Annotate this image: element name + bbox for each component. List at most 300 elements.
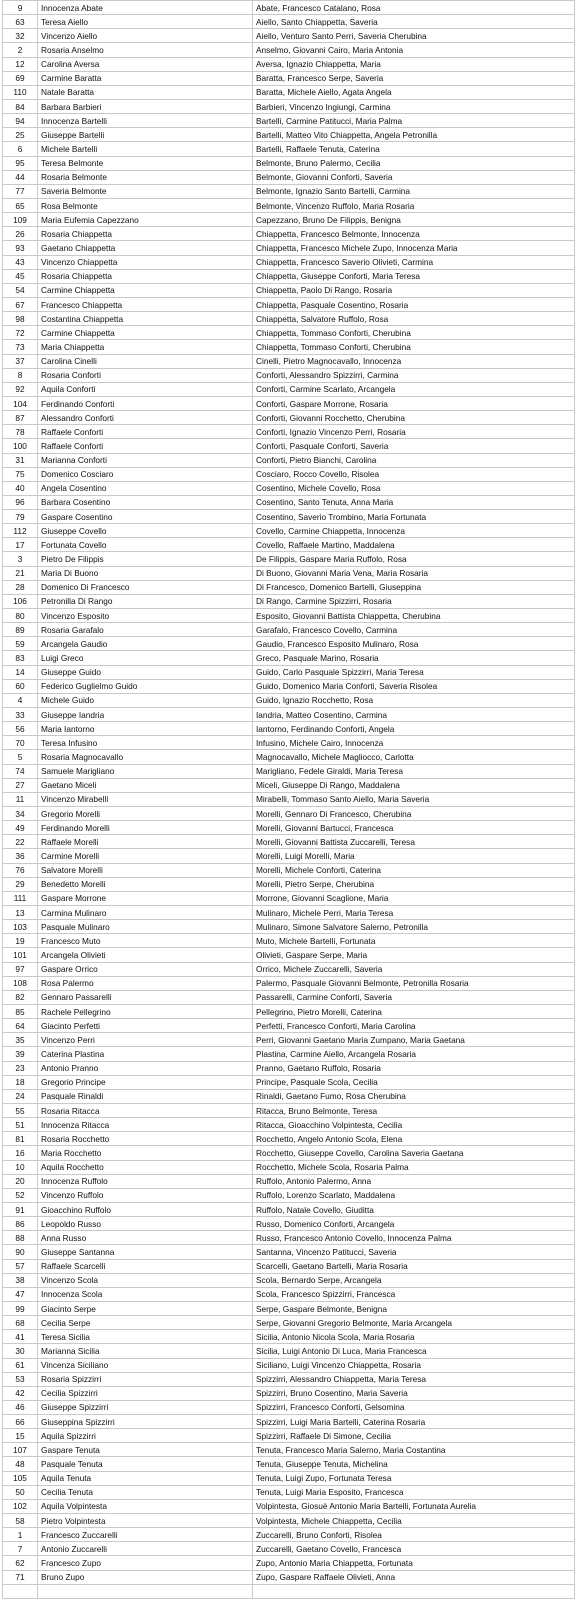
record-number: 44: [3, 170, 38, 184]
parents-cell: Guido, Carlo Pasquale Spizzirri, Maria Teresa: [253, 665, 575, 679]
parents-cell: Gaudio, Francesco Esposito Mulinaro, Rosa: [253, 637, 575, 651]
table-row: [3, 467, 575, 481]
parents-cell: Zuccarelli, Bruno Conforti, Risolea: [253, 1528, 575, 1542]
person-name: Rosaria Chiappetta: [38, 269, 253, 283]
person-name: Antonio Pranno: [38, 1061, 253, 1075]
table-row: [3, 128, 575, 142]
table-row: [3, 184, 575, 198]
table-row: [3, 99, 575, 113]
person-name: Angela Cosentino: [38, 481, 253, 495]
parents-cell: Scola, Bernardo Serpe, Arcangela: [253, 1273, 575, 1287]
records-body: [3, 1, 575, 1599]
record-number: 52: [3, 1188, 38, 1202]
record-number: 84: [3, 99, 38, 113]
table-row: [3, 679, 575, 693]
table-row: [3, 1047, 575, 1061]
record-number: 6: [3, 142, 38, 156]
person-name: Pasquale Tenuta: [38, 1457, 253, 1471]
parents-cell: Rocchetto, Michele Scola, Rosaria Palma: [253, 1160, 575, 1174]
table-row: [3, 934, 575, 948]
table-row: [3, 552, 575, 566]
parents-cell: De Filippis, Gaspare Maria Ruffolo, Rosa: [253, 552, 575, 566]
parents-cell: Rinaldi, Gaetano Fumo, Rosa Cherubina: [253, 1089, 575, 1103]
person-name: Rosaria Spizzirri: [38, 1372, 253, 1386]
record-number: 98: [3, 312, 38, 326]
table-row: [3, 807, 575, 821]
parents-cell: Ritacca, Bruno Belmonte, Teresa: [253, 1103, 575, 1117]
record-number: 22: [3, 835, 38, 849]
parents-cell: Ritacca, Gioacchino Volpintesta, Cecilia: [253, 1118, 575, 1132]
record-number: 82: [3, 990, 38, 1004]
table-row: [3, 609, 575, 623]
table-row: [3, 778, 575, 792]
record-number: 53: [3, 1372, 38, 1386]
record-number: 77: [3, 184, 38, 198]
parents-cell: Magnocavallo, Michele Magliocco, Carlotta: [253, 750, 575, 764]
table-row: [3, 29, 575, 43]
person-name: Gregorio Principe: [38, 1075, 253, 1089]
person-name: Teresa Belmonte: [38, 156, 253, 170]
person-name: Vincenza Siciliano: [38, 1358, 253, 1372]
record-number: 38: [3, 1273, 38, 1287]
record-number: [3, 1584, 38, 1598]
person-name: Domenico Di Francesco: [38, 580, 253, 594]
person-name: Domenico Cosciaro: [38, 467, 253, 481]
person-name: Rosaria Rocchetto: [38, 1132, 253, 1146]
person-name: Petronilla Di Rango: [38, 594, 253, 608]
person-name: Giuseppe Covello: [38, 524, 253, 538]
parents-cell: Aiello, Venturo Santo Perri, Saveria Cherubina: [253, 29, 575, 43]
record-number: 3: [3, 552, 38, 566]
record-number: 69: [3, 71, 38, 85]
person-name: Maria Iantorno: [38, 722, 253, 736]
table-row: [3, 453, 575, 467]
person-name: Gregorio Morelli: [38, 807, 253, 821]
parents-cell: Zuccarelli, Gaetano Covello, Francesca: [253, 1542, 575, 1556]
parents-cell: Morelli, Giovanni Bartucci, Francesca: [253, 821, 575, 835]
parents-cell: Bartelli, Matteo Vito Chiappetta, Angela Petronilla: [253, 128, 575, 142]
person-name: Maria Di Buono: [38, 566, 253, 580]
record-number: 59: [3, 637, 38, 651]
record-number: 83: [3, 651, 38, 665]
table-row: [3, 1061, 575, 1075]
table-row: [3, 114, 575, 128]
parents-cell: Morelli, Pietro Serpe, Cherubina: [253, 877, 575, 891]
record-number: 81: [3, 1132, 38, 1146]
person-name: Giacinto Perfetti: [38, 1019, 253, 1033]
parents-cell: Guido, Ignazio Rocchetto, Rosa: [253, 693, 575, 707]
table-row: [3, 425, 575, 439]
person-name: Teresa Sicilia: [38, 1330, 253, 1344]
parents-cell: Aversa, Ignazio Chiappetta, Maria: [253, 57, 575, 71]
person-name: Marianna Conforti: [38, 453, 253, 467]
person-name: Leopoldo Russo: [38, 1217, 253, 1231]
person-name: Francesco Muto: [38, 934, 253, 948]
record-number: 109: [3, 213, 38, 227]
record-number: 19: [3, 934, 38, 948]
parents-cell: Sicilia, Antonio Nicola Scola, Maria Rosaria: [253, 1330, 575, 1344]
table-row: [3, 354, 575, 368]
table-row: [3, 43, 575, 57]
table-row: [3, 990, 575, 1004]
record-number: 78: [3, 425, 38, 439]
record-number: 88: [3, 1231, 38, 1245]
parents-cell: Cosentino, Saverio Trombino, Maria Fortunata: [253, 510, 575, 524]
parents-cell: Russo, Francesco Antonio Covello, Innocenza Palma: [253, 1231, 575, 1245]
person-name: Teresa Infusino: [38, 736, 253, 750]
record-number: 33: [3, 708, 38, 722]
record-number: 94: [3, 114, 38, 128]
person-name: Federico Guglielmo Guido: [38, 679, 253, 693]
parents-cell: Pranno, Gaetano Ruffolo, Rosaria: [253, 1061, 575, 1075]
table-row: [3, 736, 575, 750]
record-number: 63: [3, 15, 38, 29]
table-row: [3, 1160, 575, 1174]
record-number: 51: [3, 1118, 38, 1132]
table-row: [3, 213, 575, 227]
person-name: Carmine Chiappetta: [38, 326, 253, 340]
record-number: 106: [3, 594, 38, 608]
table-row: [3, 1273, 575, 1287]
person-name: Aquila Tenuta: [38, 1471, 253, 1485]
parents-cell: Chiappetta, Francesco Michele Zupo, Innocenza Maria: [253, 241, 575, 255]
parents-cell: Belmonte, Giovanni Conforti, Saveria: [253, 170, 575, 184]
table-row: [3, 693, 575, 707]
record-number: 18: [3, 1075, 38, 1089]
person-name: Francesco Zuccarelli: [38, 1528, 253, 1542]
person-name: Michele Bartelli: [38, 142, 253, 156]
record-number: 27: [3, 778, 38, 792]
record-number: 93: [3, 241, 38, 255]
table-row: [3, 1344, 575, 1358]
parents-cell: Tenuta, Francesco Maria Salerno, Maria Costantina: [253, 1443, 575, 1457]
person-name: Saveria Belmonte: [38, 184, 253, 198]
table-row: [3, 1245, 575, 1259]
record-number: 29: [3, 877, 38, 891]
record-number: 112: [3, 524, 38, 538]
table-row: [3, 340, 575, 354]
table-row: [3, 1231, 575, 1245]
record-number: 28: [3, 580, 38, 594]
table-row: [3, 1429, 575, 1443]
person-name: Rosaria Ritacca: [38, 1103, 253, 1117]
record-number: 34: [3, 807, 38, 821]
table-row: [3, 1202, 575, 1216]
person-name: Benedetto Morelli: [38, 877, 253, 891]
record-number: 13: [3, 906, 38, 920]
records-table: [2, 0, 575, 1599]
record-number: 90: [3, 1245, 38, 1259]
record-number: 20: [3, 1174, 38, 1188]
record-number: 101: [3, 948, 38, 962]
person-name: Vincenzo Aiello: [38, 29, 253, 43]
person-name: Vincenzo Perri: [38, 1033, 253, 1047]
person-name: Rachele Pellegrino: [38, 1004, 253, 1018]
parents-cell: Orrico, Michele Zuccarelli, Saveria: [253, 962, 575, 976]
person-name: Alessandro Conforti: [38, 411, 253, 425]
table-row: [3, 948, 575, 962]
parents-cell: Guido, Domenico Maria Conforti, Saveria Risolea: [253, 679, 575, 693]
person-name: Costantina Chiappetta: [38, 312, 253, 326]
person-name: Barbara Barbieri: [38, 99, 253, 113]
record-number: 49: [3, 821, 38, 835]
parents-cell: Conforti, Pietro Bianchi, Carolina: [253, 453, 575, 467]
record-number: 110: [3, 85, 38, 99]
table-row: [3, 439, 575, 453]
record-number: 89: [3, 623, 38, 637]
parents-cell: Sicilia, Luigi Antonio Di Luca, Maria Francesca: [253, 1344, 575, 1358]
person-name: Marianna Sicilia: [38, 1344, 253, 1358]
parents-cell: Conforti, Carmine Scarlato, Arcangela: [253, 382, 575, 396]
person-name: Francesco Zupo: [38, 1556, 253, 1570]
table-row: [3, 566, 575, 580]
table-row: [3, 1118, 575, 1132]
record-number: 67: [3, 297, 38, 311]
person-name: Luigi Greco: [38, 651, 253, 665]
table-row: [3, 623, 575, 637]
person-name: Francesco Chiappetta: [38, 297, 253, 311]
table-row: [3, 1400, 575, 1414]
person-name: Raffaele Conforti: [38, 439, 253, 453]
person-name: Cecilia Tenuta: [38, 1485, 253, 1499]
parents-cell: Chiappetta, Giuseppe Conforti, Maria Teresa: [253, 269, 575, 283]
person-name: Vincenzo Chiappetta: [38, 255, 253, 269]
record-number: 1: [3, 1528, 38, 1542]
table-row: [3, 651, 575, 665]
record-number: 95: [3, 156, 38, 170]
parents-cell: Olivieti, Gaspare Serpe, Maria: [253, 948, 575, 962]
parents-cell: Principe, Pasquale Scola, Cecilia: [253, 1075, 575, 1089]
person-name: Innocenza Ruffolo: [38, 1174, 253, 1188]
record-number: 7: [3, 1542, 38, 1556]
person-name: Aquila Conforti: [38, 382, 253, 396]
person-name: Innocenza Ritacca: [38, 1118, 253, 1132]
person-name: Rosaria Magnocavallo: [38, 750, 253, 764]
record-number: 62: [3, 1556, 38, 1570]
person-name: Gaspare Orrico: [38, 962, 253, 976]
person-name: Raffaele Morelli: [38, 835, 253, 849]
parents-cell: Santanna, Vincenzo Patitucci, Saveria: [253, 1245, 575, 1259]
table-row: [3, 1217, 575, 1231]
table-row: [3, 906, 575, 920]
record-number: 111: [3, 891, 38, 905]
person-name: Rosa Belmonte: [38, 198, 253, 212]
parents-cell: Capezzano, Bruno De Filippis, Benigna: [253, 213, 575, 227]
person-name: Arcangela Gaudio: [38, 637, 253, 651]
record-number: 55: [3, 1103, 38, 1117]
table-row: [3, 920, 575, 934]
table-row: [3, 312, 575, 326]
parents-cell: Chiappetta, Paolo Di Rango, Rosaria: [253, 283, 575, 297]
person-name: Raffaele Conforti: [38, 425, 253, 439]
table-row: [3, 1386, 575, 1400]
person-name: Giuseppe Guido: [38, 665, 253, 679]
person-name: Pietro Volpintesta: [38, 1514, 253, 1528]
parents-cell: Mulinaro, Simone Salvatore Salerno, Petronilla: [253, 920, 575, 934]
record-number: 32: [3, 29, 38, 43]
record-number: 70: [3, 736, 38, 750]
parents-cell: Tenuta, Luigi Maria Esposito, Francesca: [253, 1485, 575, 1499]
person-name: Carolina Cinelli: [38, 354, 253, 368]
parents-cell: Zupo, Gaspare Raffaele Olivieti, Anna: [253, 1570, 575, 1584]
table-row: [3, 821, 575, 835]
parents-cell: Volpintesta, Michele Chiappetta, Cecilia: [253, 1514, 575, 1528]
table-row: [3, 594, 575, 608]
person-name: Gasparе Cosentino: [38, 510, 253, 524]
record-number: 36: [3, 849, 38, 863]
record-number: 41: [3, 1330, 38, 1344]
person-name: Aquila Volpintesta: [38, 1499, 253, 1513]
parents-cell: Serpe, Gaspare Belmonte, Benigna: [253, 1301, 575, 1315]
table-row: [3, 1330, 575, 1344]
record-number: 35: [3, 1033, 38, 1047]
record-number: 65: [3, 198, 38, 212]
table-row: [3, 71, 575, 85]
record-number: 85: [3, 1004, 38, 1018]
person-name: Ferdinando Conforti: [38, 396, 253, 410]
table-row: [3, 863, 575, 877]
record-number: 64: [3, 1019, 38, 1033]
record-number: 58: [3, 1514, 38, 1528]
record-number: 2: [3, 43, 38, 57]
table-row: [3, 1, 575, 15]
table-row: [3, 510, 575, 524]
parents-cell: Belmonte, Bruno Palermo, Cecilia: [253, 156, 575, 170]
table-row: [3, 481, 575, 495]
table-row: [3, 524, 575, 538]
person-name: Rosaria Anselmo: [38, 43, 253, 57]
parents-cell: Chiappetta, Tommaso Conforti, Cherubina: [253, 326, 575, 340]
parents-cell: [253, 1584, 575, 1598]
person-name: Gaspare Tenuta: [38, 1443, 253, 1457]
table-row: [3, 1146, 575, 1160]
table-row: [3, 297, 575, 311]
parents-cell: Chiappetta, Tommaso Conforti, Cherubina: [253, 340, 575, 354]
table-row: [3, 198, 575, 212]
parents-cell: Spizzirri, Bruno Cosentino, Maria Saveria: [253, 1386, 575, 1400]
person-name: Fortunata Covello: [38, 538, 253, 552]
parents-cell: Cosentino, Santo Tenuta, Anna Maria: [253, 495, 575, 509]
record-number: 30: [3, 1344, 38, 1358]
person-name: Rosaria Garafalo: [38, 623, 253, 637]
table-row: [3, 85, 575, 99]
record-number: 4: [3, 693, 38, 707]
table-row: [3, 1443, 575, 1457]
person-name: Vincenzo Mirabelli: [38, 792, 253, 806]
table-row: [3, 57, 575, 71]
person-name: Cecilia Spizzirri: [38, 1386, 253, 1400]
table-row: [3, 1499, 575, 1513]
table-row: [3, 255, 575, 269]
table-row: [3, 891, 575, 905]
table-row: [3, 665, 575, 679]
parents-cell: Mulinaro, Michele Perri, Maria Teresa: [253, 906, 575, 920]
parents-cell: Chiappetta, Francesco Saverio Olivieti, Carmina: [253, 255, 575, 269]
record-number: 5: [3, 750, 38, 764]
record-number: 80: [3, 609, 38, 623]
parents-cell: Ruffolo, Lorenzo Scarlato, Maddalena: [253, 1188, 575, 1202]
parents-cell: Di Buono, Giovanni Maria Vena, Maria Rosaria: [253, 566, 575, 580]
parents-cell: Conforti, Gaspare Morrone, Rosaria: [253, 396, 575, 410]
record-number: 39: [3, 1047, 38, 1061]
record-number: 45: [3, 269, 38, 283]
table-row: [3, 227, 575, 241]
table-row: [3, 411, 575, 425]
parents-cell: Rocchetto, Angelo Antonio Scola, Elena: [253, 1132, 575, 1146]
table-row: [3, 396, 575, 410]
record-number: 42: [3, 1386, 38, 1400]
person-name: Gaetano Miceli: [38, 778, 253, 792]
table-row: [3, 269, 575, 283]
record-number: 31: [3, 453, 38, 467]
parents-cell: Tenuta, Luigi Zupo, Fortunata Teresa: [253, 1471, 575, 1485]
parents-cell: Anselmo, Giovanni Cairo, Maria Antonia: [253, 43, 575, 57]
person-name: Rosa Palermo: [38, 976, 253, 990]
parents-cell: Morelli, Michele Conforti, Caterina: [253, 863, 575, 877]
table-row: [3, 764, 575, 778]
person-name: Innocenza Bartelli: [38, 114, 253, 128]
table-row: [3, 170, 575, 184]
record-number: 11: [3, 792, 38, 806]
person-name: Maria Eufemia Capezzano: [38, 213, 253, 227]
record-number: 57: [3, 1259, 38, 1273]
record-number: 68: [3, 1316, 38, 1330]
person-name: Carmine Morelli: [38, 849, 253, 863]
parents-cell: Barbieri, Vincenzo Ingiungi, Carmina: [253, 99, 575, 113]
person-name: Barbara Cosentino: [38, 495, 253, 509]
record-number: 103: [3, 920, 38, 934]
record-number: 47: [3, 1287, 38, 1301]
parents-cell: Chiappetta, Francesco Belmonte, Innocenza: [253, 227, 575, 241]
record-number: 108: [3, 976, 38, 990]
person-name: [38, 1584, 253, 1598]
parents-cell: Spizzirri, Francesco Conforti, Gelsomina: [253, 1400, 575, 1414]
table-row: [3, 1542, 575, 1556]
record-number: 60: [3, 679, 38, 693]
parents-cell: Pellegrino, Pietro Morelli, Caterina: [253, 1004, 575, 1018]
person-name: Innocenza Scola: [38, 1287, 253, 1301]
parents-cell: Spizzirri, Luigi Maria Bartelli, Caterina Rosaria: [253, 1415, 575, 1429]
parents-cell: Cinelli, Pietro Magnocavallo, Innocenza: [253, 354, 575, 368]
person-name: Carmine Chiappetta: [38, 283, 253, 297]
parents-cell: Siciliano, Luigi Vincenzo Chiappetta, Rosaria: [253, 1358, 575, 1372]
person-name: Rosaria Conforti: [38, 368, 253, 382]
parents-cell: Bartelli, Raffaele Tenuta, Caterina: [253, 142, 575, 156]
person-name: Aquila Rocchetto: [38, 1160, 253, 1174]
record-number: 75: [3, 467, 38, 481]
table-row: [3, 1316, 575, 1330]
parents-cell: Morrone, Giovanni Scaglione, Maria: [253, 891, 575, 905]
parents-cell: Passarelli, Carmine Conforti, Saveria: [253, 990, 575, 1004]
record-number: 72: [3, 326, 38, 340]
record-number: 9: [3, 1, 38, 15]
table-row: [3, 1075, 575, 1089]
record-number: 104: [3, 396, 38, 410]
table-row: [3, 1089, 575, 1103]
parents-cell: Infusino, Michele Cairo, Innocenza: [253, 736, 575, 750]
record-number: 87: [3, 411, 38, 425]
person-name: Vincenzo Ruffolo: [38, 1188, 253, 1202]
parents-cell: Morelli, Luigi Morelli, Maria: [253, 849, 575, 863]
table-row: [3, 580, 575, 594]
record-number: 86: [3, 1217, 38, 1231]
table-row: [3, 750, 575, 764]
record-number: 91: [3, 1202, 38, 1216]
table-row: [3, 1358, 575, 1372]
table-row: [3, 1103, 575, 1117]
table-row: [3, 495, 575, 509]
person-name: Ferdinando Morelli: [38, 821, 253, 835]
